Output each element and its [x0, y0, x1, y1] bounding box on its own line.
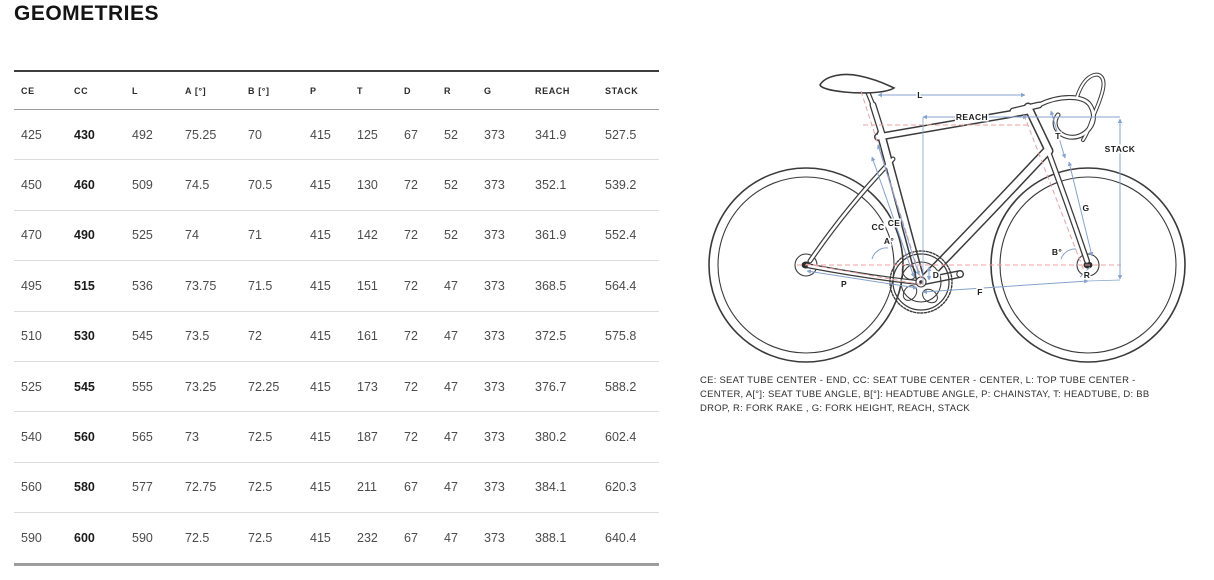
table-cell: 72	[404, 278, 418, 293]
table-cell: 600	[74, 530, 95, 545]
table-cell: 415	[310, 379, 331, 394]
table-cell: 72	[404, 379, 418, 394]
table-cell: 47	[444, 278, 458, 293]
table-cell: 72.5	[248, 430, 273, 445]
table-cell: 509	[132, 178, 153, 193]
table-cell: 72.5	[185, 530, 210, 545]
table-cell: 161	[357, 329, 378, 344]
column-header: A [°]	[185, 85, 207, 96]
table-cell: 510	[21, 329, 42, 344]
table-cell: 430	[74, 127, 95, 142]
table-cell: 211	[357, 480, 377, 495]
table-cell: 415	[310, 127, 331, 142]
table-cell: 380.2	[535, 430, 567, 445]
dim-label-d: D	[932, 270, 940, 280]
table-cell: 470	[21, 228, 42, 243]
table-cell: 72.75	[185, 480, 217, 495]
table-cell: 72.5	[248, 530, 273, 545]
dim-label-l: L	[917, 90, 923, 100]
table-cell: 415	[310, 228, 331, 243]
table-cell: 415	[310, 530, 331, 545]
table-cell: 373	[484, 178, 505, 193]
table-cell: 373	[484, 329, 505, 344]
dim-label-g: G	[1082, 203, 1090, 213]
table-cell: 560	[21, 480, 42, 495]
table-cell: 575.8	[605, 329, 637, 344]
dim-label-r: R	[1083, 270, 1091, 280]
table-cell: 47	[444, 379, 458, 394]
table-row	[14, 412, 659, 462]
table-cell: 384.1	[535, 480, 567, 495]
table-cell: 555	[132, 379, 153, 394]
table-cell: 490	[74, 228, 95, 243]
column-header: CC	[74, 85, 89, 96]
table-cell: 47	[444, 480, 458, 495]
table-cell: 368.5	[535, 278, 567, 293]
table-cell: 525	[132, 228, 153, 243]
table-cell: 125	[357, 127, 378, 142]
table-cell: 372.5	[535, 329, 567, 344]
geometry-table	[14, 70, 659, 566]
table-cell: 72	[404, 178, 418, 193]
table-cell: 67	[404, 530, 418, 545]
table-row	[14, 110, 659, 160]
table-cell: 173	[357, 379, 378, 394]
table-cell: 415	[310, 329, 331, 344]
table-cell: 564.4	[605, 278, 637, 293]
table-cell: 373	[484, 127, 505, 142]
table-cell: 525	[21, 379, 42, 394]
table-cell: 552.4	[605, 228, 637, 243]
column-header: B [°]	[248, 85, 270, 96]
dim-label-b: B°	[1051, 247, 1063, 257]
table-cell: 70	[248, 127, 262, 142]
table-row	[14, 160, 659, 210]
table-cell: 67	[404, 480, 418, 495]
column-header: CE	[21, 85, 35, 96]
table-cell: 590	[132, 530, 153, 545]
table-cell: 72	[404, 329, 418, 344]
table-cell: 545	[132, 329, 153, 344]
table-cell: 620.3	[605, 480, 637, 495]
geometry-table-body	[14, 110, 659, 563]
column-header: REACH	[535, 85, 571, 96]
table-cell: 415	[310, 430, 331, 445]
table-cell: 415	[310, 278, 331, 293]
table-cell: 495	[21, 278, 42, 293]
table-cell: 492	[132, 127, 153, 142]
table-cell: 373	[484, 430, 505, 445]
table-cell: 352.1	[535, 178, 567, 193]
table-cell: 70.5	[248, 178, 273, 193]
table-cell: 74.5	[185, 178, 210, 193]
table-row	[14, 211, 659, 261]
table-cell: 540	[21, 430, 42, 445]
table-row	[14, 261, 659, 311]
table-row	[14, 312, 659, 362]
table-cell: 47	[444, 430, 458, 445]
table-cell: 373	[484, 379, 505, 394]
dim-label-ce: CE	[887, 218, 901, 228]
dim-label-stack: STACK	[1104, 144, 1136, 154]
geometry-table-header	[14, 72, 659, 110]
table-cell: 52	[444, 178, 458, 193]
table-cell: 142	[357, 228, 378, 243]
saddle	[820, 74, 894, 93]
column-header: D	[404, 85, 412, 96]
table-cell: 187	[357, 430, 378, 445]
dim-label-t: T	[1055, 131, 1061, 141]
table-row	[14, 362, 659, 412]
dim-label-p: P	[840, 279, 848, 289]
table-cell: 425	[21, 127, 42, 142]
table-cell: 74	[185, 228, 199, 243]
table-cell: 560	[74, 430, 95, 445]
table-cell: 73.25	[185, 379, 217, 394]
table-cell: 388.1	[535, 530, 567, 545]
table-cell: 527.5	[605, 127, 637, 142]
column-header: STACK	[605, 85, 639, 96]
table-cell: 588.2	[605, 379, 637, 394]
column-header: P	[310, 85, 317, 96]
table-cell: 545	[74, 379, 95, 394]
table-cell: 373	[484, 530, 505, 545]
table-cell: 67	[404, 127, 418, 142]
table-cell: 602.4	[605, 430, 637, 445]
table-cell: 47	[444, 329, 458, 344]
column-header: G	[484, 85, 492, 96]
table-cell: 52	[444, 228, 458, 243]
table-cell: 73.5	[185, 329, 210, 344]
table-cell: 460	[74, 178, 95, 193]
table-cell: 75.25	[185, 127, 217, 142]
table-cell: 130	[357, 178, 378, 193]
table-cell: 539.2	[605, 178, 637, 193]
table-cell: 73	[185, 430, 199, 445]
dim-label-cc: CC	[871, 222, 885, 232]
table-cell: 415	[310, 480, 331, 495]
table-cell: 72.25	[248, 379, 280, 394]
table-cell: 72	[404, 228, 418, 243]
table-cell: 361.9	[535, 228, 567, 243]
table-cell: 565	[132, 430, 153, 445]
dim-label-reach: REACH	[955, 112, 989, 122]
table-cell: 640.4	[605, 530, 637, 545]
table-cell: 73.75	[185, 278, 217, 293]
column-header: R	[444, 85, 452, 96]
table-cell: 373	[484, 228, 505, 243]
table-row	[14, 463, 659, 513]
table-cell: 530	[74, 329, 95, 344]
dim-label-a: A°	[883, 236, 895, 246]
page-title: GEOMETRIES	[14, 2, 160, 25]
table-cell: 373	[484, 480, 505, 495]
table-cell: 373	[484, 278, 505, 293]
bike-geometry-diagram	[697, 55, 1197, 373]
table-row	[14, 513, 659, 562]
table-cell: 515	[74, 278, 95, 293]
table-cell: 450	[21, 178, 42, 193]
table-cell: 71.5	[248, 278, 273, 293]
table-cell: 536	[132, 278, 153, 293]
diagram-caption: CE: SEAT TUBE CENTER - END, CC: SEAT TUBE CENTER - CENTER, L: TOP TUBE CENTER - CENTER, A[°]: SEAT TUBE ANGLE, B[°]: HEADTUBE ANGLE, P: CHAINSTAY, T: HEADTUBE, D: BB DROP, R: FORK RAKE , G: FORK HEIGHT, REACH, STACK	[700, 375, 1150, 414]
table-cell: 341.9	[535, 127, 567, 142]
table-cell: 577	[132, 480, 153, 495]
table-cell: 71	[248, 228, 262, 243]
dim-label-f: F	[977, 287, 983, 297]
table-cell: 72.5	[248, 480, 273, 495]
bike-frame	[809, 74, 1104, 313]
table-cell: 72	[248, 329, 262, 344]
table-cell: 151	[357, 278, 378, 293]
column-header: L	[132, 85, 139, 96]
table-cell: 415	[310, 178, 331, 193]
table-cell: 72	[404, 430, 418, 445]
table-cell: 52	[444, 127, 458, 142]
table-cell: 232	[357, 530, 378, 545]
table-cell: 580	[74, 480, 95, 495]
table-cell: 376.7	[535, 379, 567, 394]
table-cell: 590	[21, 530, 42, 545]
column-header: T	[357, 85, 364, 96]
table-cell: 47	[444, 530, 458, 545]
